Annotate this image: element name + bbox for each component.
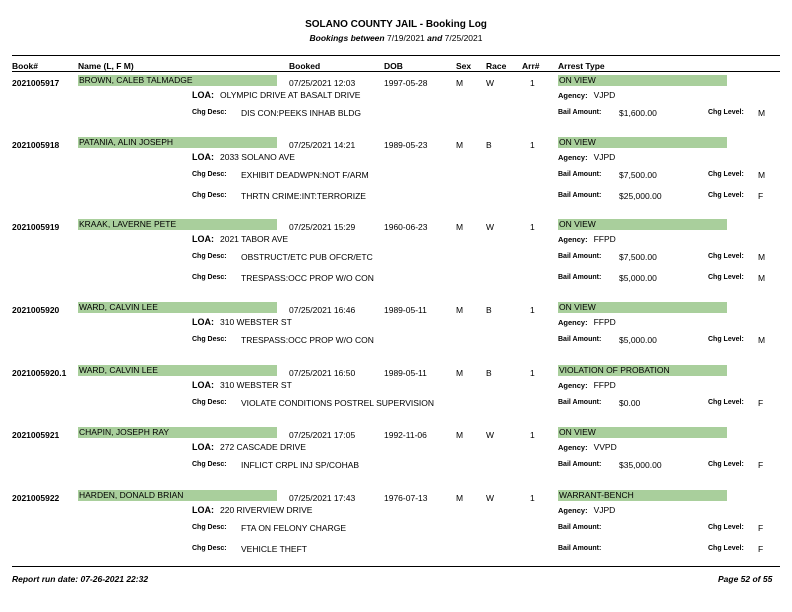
- race-value: W: [486, 222, 495, 232]
- bail-amount-label: Bail Amount:: [558, 336, 602, 343]
- loa-label: LOA:: [192, 152, 214, 162]
- charge-level-label: Chg Level:: [708, 253, 744, 260]
- charge-level-label: Chg Level:: [708, 399, 744, 406]
- subtitle-prefix: Bookings between: [309, 33, 385, 43]
- charge-description: TRESPASS:OCC PROP W/O CON: [241, 273, 374, 283]
- agency-value: VJPD: [593, 505, 616, 515]
- arrest-type: ON VIEW: [558, 75, 727, 86]
- inmate-name: KRAAK, LAVERNE PETE: [78, 219, 277, 230]
- col-header-book: Book#: [12, 61, 38, 71]
- charge-desc-label: Chg Desc:: [192, 524, 227, 531]
- race-value: W: [486, 493, 495, 503]
- bail-amount: $0.00: [619, 398, 641, 408]
- col-header-booked: Booked: [289, 61, 321, 71]
- agency-value: FFPD: [593, 317, 616, 327]
- arresting-agency: [558, 442, 617, 452]
- booked-datetime: 07/25/2021 14:21: [289, 140, 356, 150]
- sex-value: M: [456, 305, 464, 315]
- arrest-count: 1: [530, 78, 535, 88]
- loa-value: 310 WEBSTER ST: [220, 380, 292, 390]
- arrest-type: ON VIEW: [558, 302, 727, 313]
- bail-amount-label: Bail Amount:: [558, 545, 602, 552]
- inmate-name: PATANIA, ALIN JOSEPH: [78, 137, 277, 148]
- agency-label: Agency:: [558, 91, 588, 100]
- arresting-agency: [558, 380, 616, 390]
- arrest-type: VIOLATION OF PROBATION: [558, 365, 727, 376]
- sex-value: M: [456, 430, 464, 440]
- charge-description: DIS CON:PEEKS INHAB BLDG: [241, 108, 361, 118]
- loa-value: 220 RIVERVIEW DRIVE: [220, 505, 313, 515]
- charge-level: F: [758, 523, 764, 533]
- loa-label: LOA:: [192, 317, 214, 327]
- loa-label: LOA:: [192, 380, 214, 390]
- charge-desc-label: Chg Desc:: [192, 545, 227, 552]
- charge-description: FTA ON FELONY CHARGE: [241, 523, 347, 533]
- bail-amount-label: Bail Amount:: [558, 171, 602, 178]
- charge-row: [0, 274, 792, 286]
- arresting-agency: [558, 90, 615, 100]
- charge-row: [0, 192, 792, 204]
- agency-label: Agency:: [558, 153, 588, 162]
- loa-value: 2021 TABOR AVE: [220, 234, 289, 244]
- charge-level-label: Chg Level:: [708, 336, 744, 343]
- col-header-arrest-type: Arrest Type: [558, 61, 605, 71]
- arrest-type: ON VIEW: [558, 137, 727, 148]
- bail-amount: $35,000.00: [619, 460, 662, 470]
- report-subtitle: [0, 33, 792, 43]
- arresting-agency: [558, 234, 616, 244]
- booked-datetime: 07/25/2021 15:29: [289, 222, 356, 232]
- charge-level: F: [758, 544, 764, 554]
- charge-row: [0, 461, 792, 473]
- charge-desc-label: Chg Desc:: [192, 461, 227, 468]
- bail-amount: $7,500.00: [619, 170, 657, 180]
- race-value: W: [486, 78, 495, 88]
- bail-amount-label: Bail Amount:: [558, 253, 602, 260]
- race-value: B: [486, 368, 492, 378]
- arresting-agency: [558, 505, 615, 515]
- charge-row: [0, 524, 792, 536]
- charge-desc-label: Chg Desc:: [192, 171, 227, 178]
- arrest-count: 1: [530, 493, 535, 503]
- arrest-count: 1: [530, 140, 535, 150]
- loa-label: LOA:: [192, 234, 214, 244]
- booked-datetime: 07/25/2021 16:46: [289, 305, 356, 315]
- header-bottom-rule: [12, 71, 780, 72]
- inmate-name: WARD, CALVIN LEE: [78, 302, 277, 313]
- col-header-sex: Sex: [456, 61, 472, 71]
- location-of-arrest: [192, 234, 288, 244]
- header-top-rule: [12, 55, 780, 56]
- bail-amount: $25,000.00: [619, 191, 662, 201]
- inmate-name: BROWN, CALEB TALMADGE: [78, 75, 277, 86]
- charge-level-label: Chg Level:: [708, 524, 744, 531]
- bail-amount-label: Bail Amount:: [558, 109, 602, 116]
- date-of-birth: 1989-05-23: [384, 140, 428, 150]
- charge-level-label: Chg Level:: [708, 274, 744, 281]
- charge-desc-label: Chg Desc:: [192, 192, 227, 199]
- col-header-arr: Arr#: [522, 61, 540, 71]
- loa-value: OLYMPIC DRIVE AT BASALT DRIVE: [220, 90, 361, 100]
- arrest-type: WARRANT-BENCH: [558, 490, 727, 501]
- booked-datetime: 07/25/2021 17:05: [289, 430, 356, 440]
- book-number: 2021005917: [12, 78, 60, 88]
- loa-value: 2033 SOLANO AVE: [220, 152, 295, 162]
- agency-label: Agency:: [558, 318, 588, 327]
- charge-desc-label: Chg Desc:: [192, 399, 227, 406]
- charge-row: [0, 253, 792, 265]
- book-number: 2021005920.1: [12, 368, 67, 378]
- bail-amount-label: Bail Amount:: [558, 192, 602, 199]
- location-of-arrest: [192, 505, 312, 515]
- charge-level-label: Chg Level:: [708, 171, 744, 178]
- bail-amount-label: Bail Amount:: [558, 461, 602, 468]
- report-run-date: Report run date: 07-26-2021 22:32: [12, 574, 149, 584]
- col-header-name: Name (L, F M): [78, 61, 134, 71]
- date-of-birth: 1989-05-11: [384, 305, 427, 315]
- charge-desc-label: Chg Desc:: [192, 109, 227, 116]
- charge-row: [0, 171, 792, 183]
- bail-amount: $5,000.00: [619, 273, 657, 283]
- agency-value: VJPD: [593, 90, 616, 100]
- race-value: B: [486, 140, 492, 150]
- charge-desc-label: Chg Desc:: [192, 253, 227, 260]
- charge-level-label: Chg Level:: [708, 192, 744, 199]
- bail-amount: $7,500.00: [619, 252, 657, 262]
- page-number: Page 52 of 55: [718, 574, 773, 584]
- charge-description: OBSTRUCT/ETC PUB OFCR/ETC: [241, 252, 373, 262]
- sex-value: M: [456, 78, 464, 88]
- arrest-count: 1: [530, 305, 535, 315]
- charge-level-label: Chg Level:: [708, 109, 744, 116]
- charge-level: M: [758, 335, 766, 345]
- end-date: 7/25/2021: [444, 33, 483, 43]
- agency-value: FFPD: [593, 380, 616, 390]
- booked-datetime: 07/25/2021 16:50: [289, 368, 356, 378]
- charge-level: M: [758, 273, 766, 283]
- charge-level: F: [758, 460, 764, 470]
- inmate-name: HARDEN, DONALD BRIAN: [78, 490, 277, 501]
- loa-label: LOA:: [192, 442, 214, 452]
- sex-value: M: [456, 493, 464, 503]
- race-value: B: [486, 305, 492, 315]
- location-of-arrest: [192, 442, 306, 452]
- charge-desc-label: Chg Desc:: [192, 336, 227, 343]
- start-date: 7/19/2021: [386, 33, 425, 43]
- subtitle-and: and: [427, 33, 443, 43]
- bail-amount: $5,000.00: [619, 335, 657, 345]
- location-of-arrest: [192, 317, 292, 327]
- book-number: 2021005918: [12, 140, 60, 150]
- charge-description: TRESPASS:OCC PROP W/O CON: [241, 335, 374, 345]
- bail-amount-label: Bail Amount:: [558, 524, 602, 531]
- charge-desc-label: Chg Desc:: [192, 274, 227, 281]
- date-of-birth: 1997-05-28: [384, 78, 428, 88]
- charge-level: M: [758, 108, 766, 118]
- arrest-count: 1: [530, 430, 535, 440]
- inmate-name: CHAPIN, JOSEPH RAY: [78, 427, 277, 438]
- charge-description: INFLICT CRPL INJ SP/COHAB: [241, 460, 360, 470]
- agency-label: Agency:: [558, 443, 588, 452]
- agency-label: Agency:: [558, 235, 588, 244]
- col-header-dob: DOB: [384, 61, 403, 71]
- race-value: W: [486, 430, 495, 440]
- report-title: SOLANO COUNTY JAIL - Booking Log: [305, 19, 487, 30]
- date-of-birth: 1989-05-11: [384, 368, 427, 378]
- arresting-agency: [558, 152, 615, 162]
- charge-row: [0, 336, 792, 348]
- charge-level-label: Chg Level:: [708, 461, 744, 468]
- booked-datetime: 07/25/2021 12:03: [289, 78, 356, 88]
- loa-value: 310 WEBSTER ST: [220, 317, 292, 327]
- agency-value: FFPD: [593, 234, 616, 244]
- col-header-race: Race: [486, 61, 507, 71]
- bail-amount-label: Bail Amount:: [558, 399, 602, 406]
- date-of-birth: 1960-06-23: [384, 222, 428, 232]
- arrest-type: ON VIEW: [558, 427, 727, 438]
- charge-row: [0, 109, 792, 121]
- footer-rule: [12, 566, 780, 567]
- charge-row: [0, 545, 792, 557]
- booked-datetime: 07/25/2021 17:43: [289, 493, 356, 503]
- date-of-birth: 1976-07-13: [384, 493, 428, 503]
- charge-level: F: [758, 398, 764, 408]
- charge-level-label: Chg Level:: [708, 545, 744, 552]
- bail-amount: $1,600.00: [619, 108, 657, 118]
- agency-label: Agency:: [558, 381, 588, 390]
- sex-value: M: [456, 368, 464, 378]
- arrest-count: 1: [530, 368, 535, 378]
- agency-value: VJPD: [593, 152, 616, 162]
- charge-level: F: [758, 191, 764, 201]
- charge-description: EXHIBIT DEADWPN:NOT F/ARM: [241, 170, 369, 180]
- location-of-arrest: [192, 380, 292, 390]
- sex-value: M: [456, 140, 464, 150]
- book-number: 2021005920: [12, 305, 60, 315]
- arresting-agency: [558, 317, 616, 327]
- loa-label: LOA:: [192, 90, 214, 100]
- charge-description: VEHICLE THEFT: [241, 544, 307, 554]
- sex-value: M: [456, 222, 464, 232]
- location-of-arrest: [192, 152, 295, 162]
- loa-label: LOA:: [192, 505, 214, 515]
- charge-description: VIOLATE CONDITIONS POSTREL SUPERVISION: [241, 398, 435, 408]
- arrest-type: ON VIEW: [558, 219, 727, 230]
- charge-row: [0, 399, 792, 411]
- date-of-birth: 1992-11-06: [384, 430, 427, 440]
- charge-description: THRTN CRIME:INT:TERRORIZE: [241, 191, 366, 201]
- charge-level: M: [758, 252, 766, 262]
- inmate-name: WARD, CALVIN LEE: [78, 365, 277, 376]
- charge-level: M: [758, 170, 766, 180]
- book-number: 2021005921: [12, 430, 60, 440]
- bail-amount-label: Bail Amount:: [558, 274, 602, 281]
- book-number: 2021005922: [12, 493, 60, 503]
- location-of-arrest: [192, 90, 360, 100]
- agency-label: Agency:: [558, 506, 588, 515]
- arrest-count: 1: [530, 222, 535, 232]
- book-number: 2021005919: [12, 222, 60, 232]
- loa-value: 272 CASCADE DRIVE: [220, 442, 306, 452]
- agency-value: VVPD: [593, 442, 617, 452]
